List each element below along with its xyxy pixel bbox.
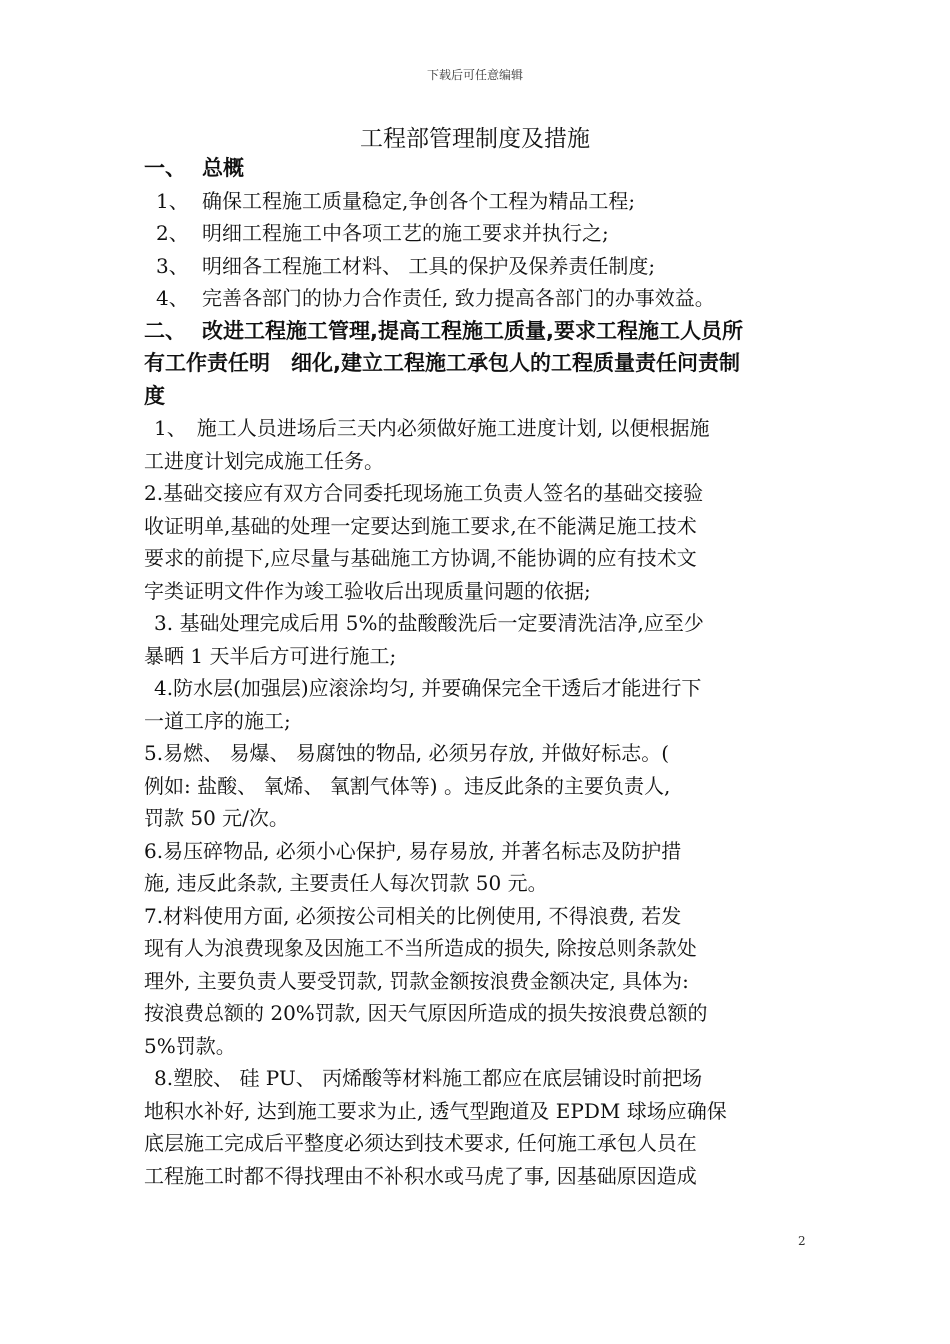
- paragraph-line: 6.易压碎物品, 必须小心保护, 易存易放, 并著名标志及防护措: [144, 838, 682, 863]
- list-item-text: 完善各部门的协力合作责任, 致力提高各部门的办事效益。: [202, 286, 715, 310]
- section-2-number: 二、: [144, 318, 186, 343]
- paragraph-line: 收证明单,基础的处理一定要达到施工要求,在不能满足施工技术: [144, 513, 697, 538]
- page-header: 下载后可任意编辑: [426, 68, 523, 82]
- page-number: 2: [798, 1234, 806, 1248]
- paragraph-line: 7.材料使用方面, 必须按公司相关的比例使用, 不得浪费, 若发: [144, 903, 682, 928]
- list-item-text: 明细各工程施工材料、 工具的保护及保养责任制度;: [202, 253, 656, 278]
- paragraph-line: 3. 基础处理完成后用 5%的盐酸酸洗后一定要清洗洁净,应至少: [154, 611, 704, 635]
- list-item: [144, 217, 810, 250]
- paragraph-line: 4.防水层(加强层)应滚涂均匀, 并要确保完全干透后才能进行下: [154, 676, 702, 700]
- paragraph-8: [144, 1062, 810, 1192]
- list-item-number: 4、: [156, 286, 189, 310]
- list-item-text: 明细工程施工中各项工艺的施工要求并执行之;: [202, 221, 609, 245]
- list-item: [144, 282, 810, 315]
- section-1-number: 一、: [144, 156, 186, 180]
- paragraph-line: 2.基础交接应有双方合同委托现场施工负责人签名的基础交接验: [144, 481, 704, 505]
- paragraph-line: 1、 施工人员进场后三天内必须做好施工进度计划, 以便根据施: [154, 416, 710, 440]
- paragraph-line: 底层施工完成后平整度必须达到技术要求, 任何施工承包人员在: [144, 1131, 697, 1155]
- list-item: [144, 185, 810, 218]
- paragraph-line: 要求的前提下,应尽量与基础施工方协调,不能协调的应有技术文: [144, 546, 697, 570]
- paragraph-5: [144, 737, 810, 835]
- list-item: [144, 250, 810, 283]
- document-body: [144, 152, 810, 1192]
- paragraph-line: 8.塑胶、 硅 PU、 丙烯酸等材料施工都应在底层铺设时前把场: [154, 1066, 703, 1090]
- section-1-heading: [144, 152, 810, 185]
- section-2-heading-line: 度: [144, 383, 165, 408]
- paragraph-line: 字类证明文件作为竣工验收后出现质量问题的依据;: [144, 578, 591, 603]
- list-item-text: 确保工程施工质量稳定,争创各个工程为精品工程;: [202, 188, 636, 213]
- list-item-number: 1、: [156, 188, 189, 213]
- paragraph-line: 一道工序的施工;: [144, 708, 291, 733]
- section-2-heading-line: 有工作责任明 细化,建立工程施工承包人的工程质量责任问责制: [144, 351, 740, 375]
- paragraph-line: 施, 违反此条款, 主要责任人每次罚款 50 元。: [144, 871, 548, 895]
- section-1-title: 总概: [202, 156, 244, 180]
- section-2-heading-line: 改进工程施工管理,提高工程施工质量,要求工程施工人员所: [202, 318, 743, 343]
- paragraph-2: [144, 477, 810, 607]
- list-item-number: 2、: [156, 221, 189, 245]
- paragraph-line: 罚款 50 元/次。: [144, 806, 289, 830]
- section-2-heading: [144, 315, 810, 413]
- paragraph-line: 工进度计划完成施工任务。: [144, 448, 384, 473]
- list-item-number: 3、: [156, 253, 189, 278]
- paragraph-6: [144, 835, 810, 900]
- paragraph-line: 工程施工时都不得找理由不补积水或马虎了事, 因基础原因造成: [144, 1163, 697, 1188]
- paragraph-4: [144, 672, 810, 737]
- document-title: 工程部管理制度及措施: [360, 126, 590, 152]
- paragraph-line: 5.易燃、 易爆、 易腐蚀的物品, 必须另存放, 并做好标志。(: [144, 741, 670, 765]
- paragraph-line: 暴晒 1 天半后方可进行施工;: [144, 643, 397, 668]
- paragraph-line: 现有人为浪费现象及因施工不当所造成的损失, 除按总则条款处: [144, 936, 697, 960]
- paragraph-line: 例如: 盐酸、 氧烯、 氧割气体等) 。违反此条的主要负责人,: [144, 773, 671, 798]
- paragraph-line: 按浪费总额的 20%罚款, 因天气原因所造成的损失按浪费总额的: [144, 1001, 708, 1025]
- paragraph-3: [144, 607, 810, 672]
- paragraph-line: 理外, 主要负责人要受罚款, 罚款金额按浪费金额决定, 具体为:: [144, 968, 689, 993]
- paragraph-7: [144, 900, 810, 1063]
- paragraph-line: 地积水补好, 达到施工要求为止, 透气型跑道及 EPDM 球场应确保: [144, 1098, 727, 1123]
- paragraph-1: [144, 412, 810, 477]
- paragraph-line: 5%罚款。: [144, 1033, 236, 1058]
